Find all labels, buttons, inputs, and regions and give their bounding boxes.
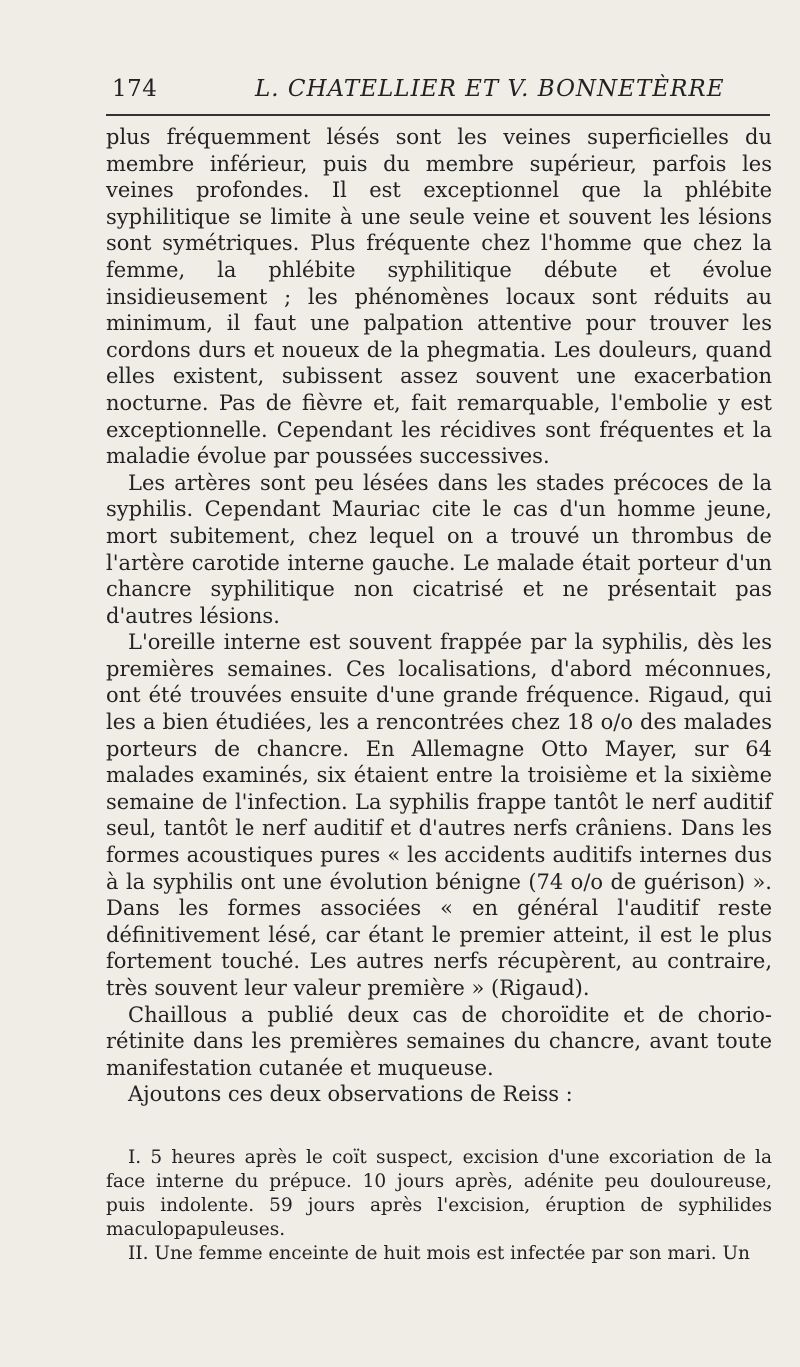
observations-block (106, 1146, 772, 1266)
observation: II. Une femme enceinte de huit mois est infectée par son mari. Un (128, 1243, 750, 1264)
paragraph: Ajoutons ces deux observations de Reiss : (128, 1082, 573, 1107)
text-block (106, 124, 772, 1108)
header-rule (106, 114, 770, 116)
paragraph: plus fréquemment lésés sont les veines superficielles du membre inférieur, puis du membre supérieur, parfois les veines profondes. Il est exceptionnel que la phlébite syphilitique se limite à une seule veine et souvent les lésions sont symétriques. Plus fréquente chez l'homme que chez la femme, la phlébite syphilitique débute et évolue insidieusement ; les phénomènes locaux sont réduits au minimum, il faut une palpation attentive pour trouver les cordons durs et noueux de la phegmatia. Les douleurs, quand elles existent, subissent assez souvent une exacerbation nocturne. Pas de fièvre et, fait remarquable, l'embolie y est exceptionnelle. Cependant les récidives sont fréquentes et la maladie évolue par poussées successives. (106, 125, 772, 469)
observation: I. 5 heures après le coït suspect, excision d'une excoriation de la face interne du prépuce. 10 jours après, adénite peu douloureuse, puis indolente. 59 jours après l'excision, éruption de syphilides maculopapuleuses. (106, 1147, 772, 1240)
paragraph: Les artères sont peu lésées dans les stades précoces de la syphilis. Cependant Mauriac cite le cas d'un homme jeune, mort subitement, chez lequel on a trouvé un thrombus de l'artère carotide interne gauche. Le malade était porteur d'un chancre syphilitique non cicatrisé et ne présentait pas d'autres lésions. (106, 470, 772, 628)
running-head: L. CHATELLIER ET V. BONNETÈRRE (255, 76, 725, 102)
page-number: 174 (112, 76, 158, 102)
paragraph: Chaillous a publié deux cas de choroïdite et de chorio-rétinite dans les premières semaines du chancre, avant toute manifestation cutanée et muqueuse. (106, 1002, 772, 1080)
paragraph: L'oreille interne est souvent frappée par la syphilis, dès les premières semaines. Ces localisations, d'abord méconnues, ont été trouvées ensuite d'une grande fréquence. Rigaud, qui les a bien étudiées, les a rencontrées chez 18 o/o des malades porteurs de chancre. En Allemagne Otto Mayer, sur 64 malades examinés, six étaient entre la troisième et la sixième semaine de l'infection. La syphilis frappe tantôt le nerf auditif seul, tantôt le nerf auditif et d'autres nerfs crâniens. Dans les formes acoustiques pures « les accidents auditifs internes dus à la syphilis ont une évolution bénigne (74 o/o de guérison) ». Dans les formes associées « en général l'auditif reste définitivement lésé, car étant le premier atteint, il est le plus fortement touché. Les autres nerfs récupèrent, au contraire, très souvent leur valeur première » (Rigaud). (106, 630, 772, 1000)
